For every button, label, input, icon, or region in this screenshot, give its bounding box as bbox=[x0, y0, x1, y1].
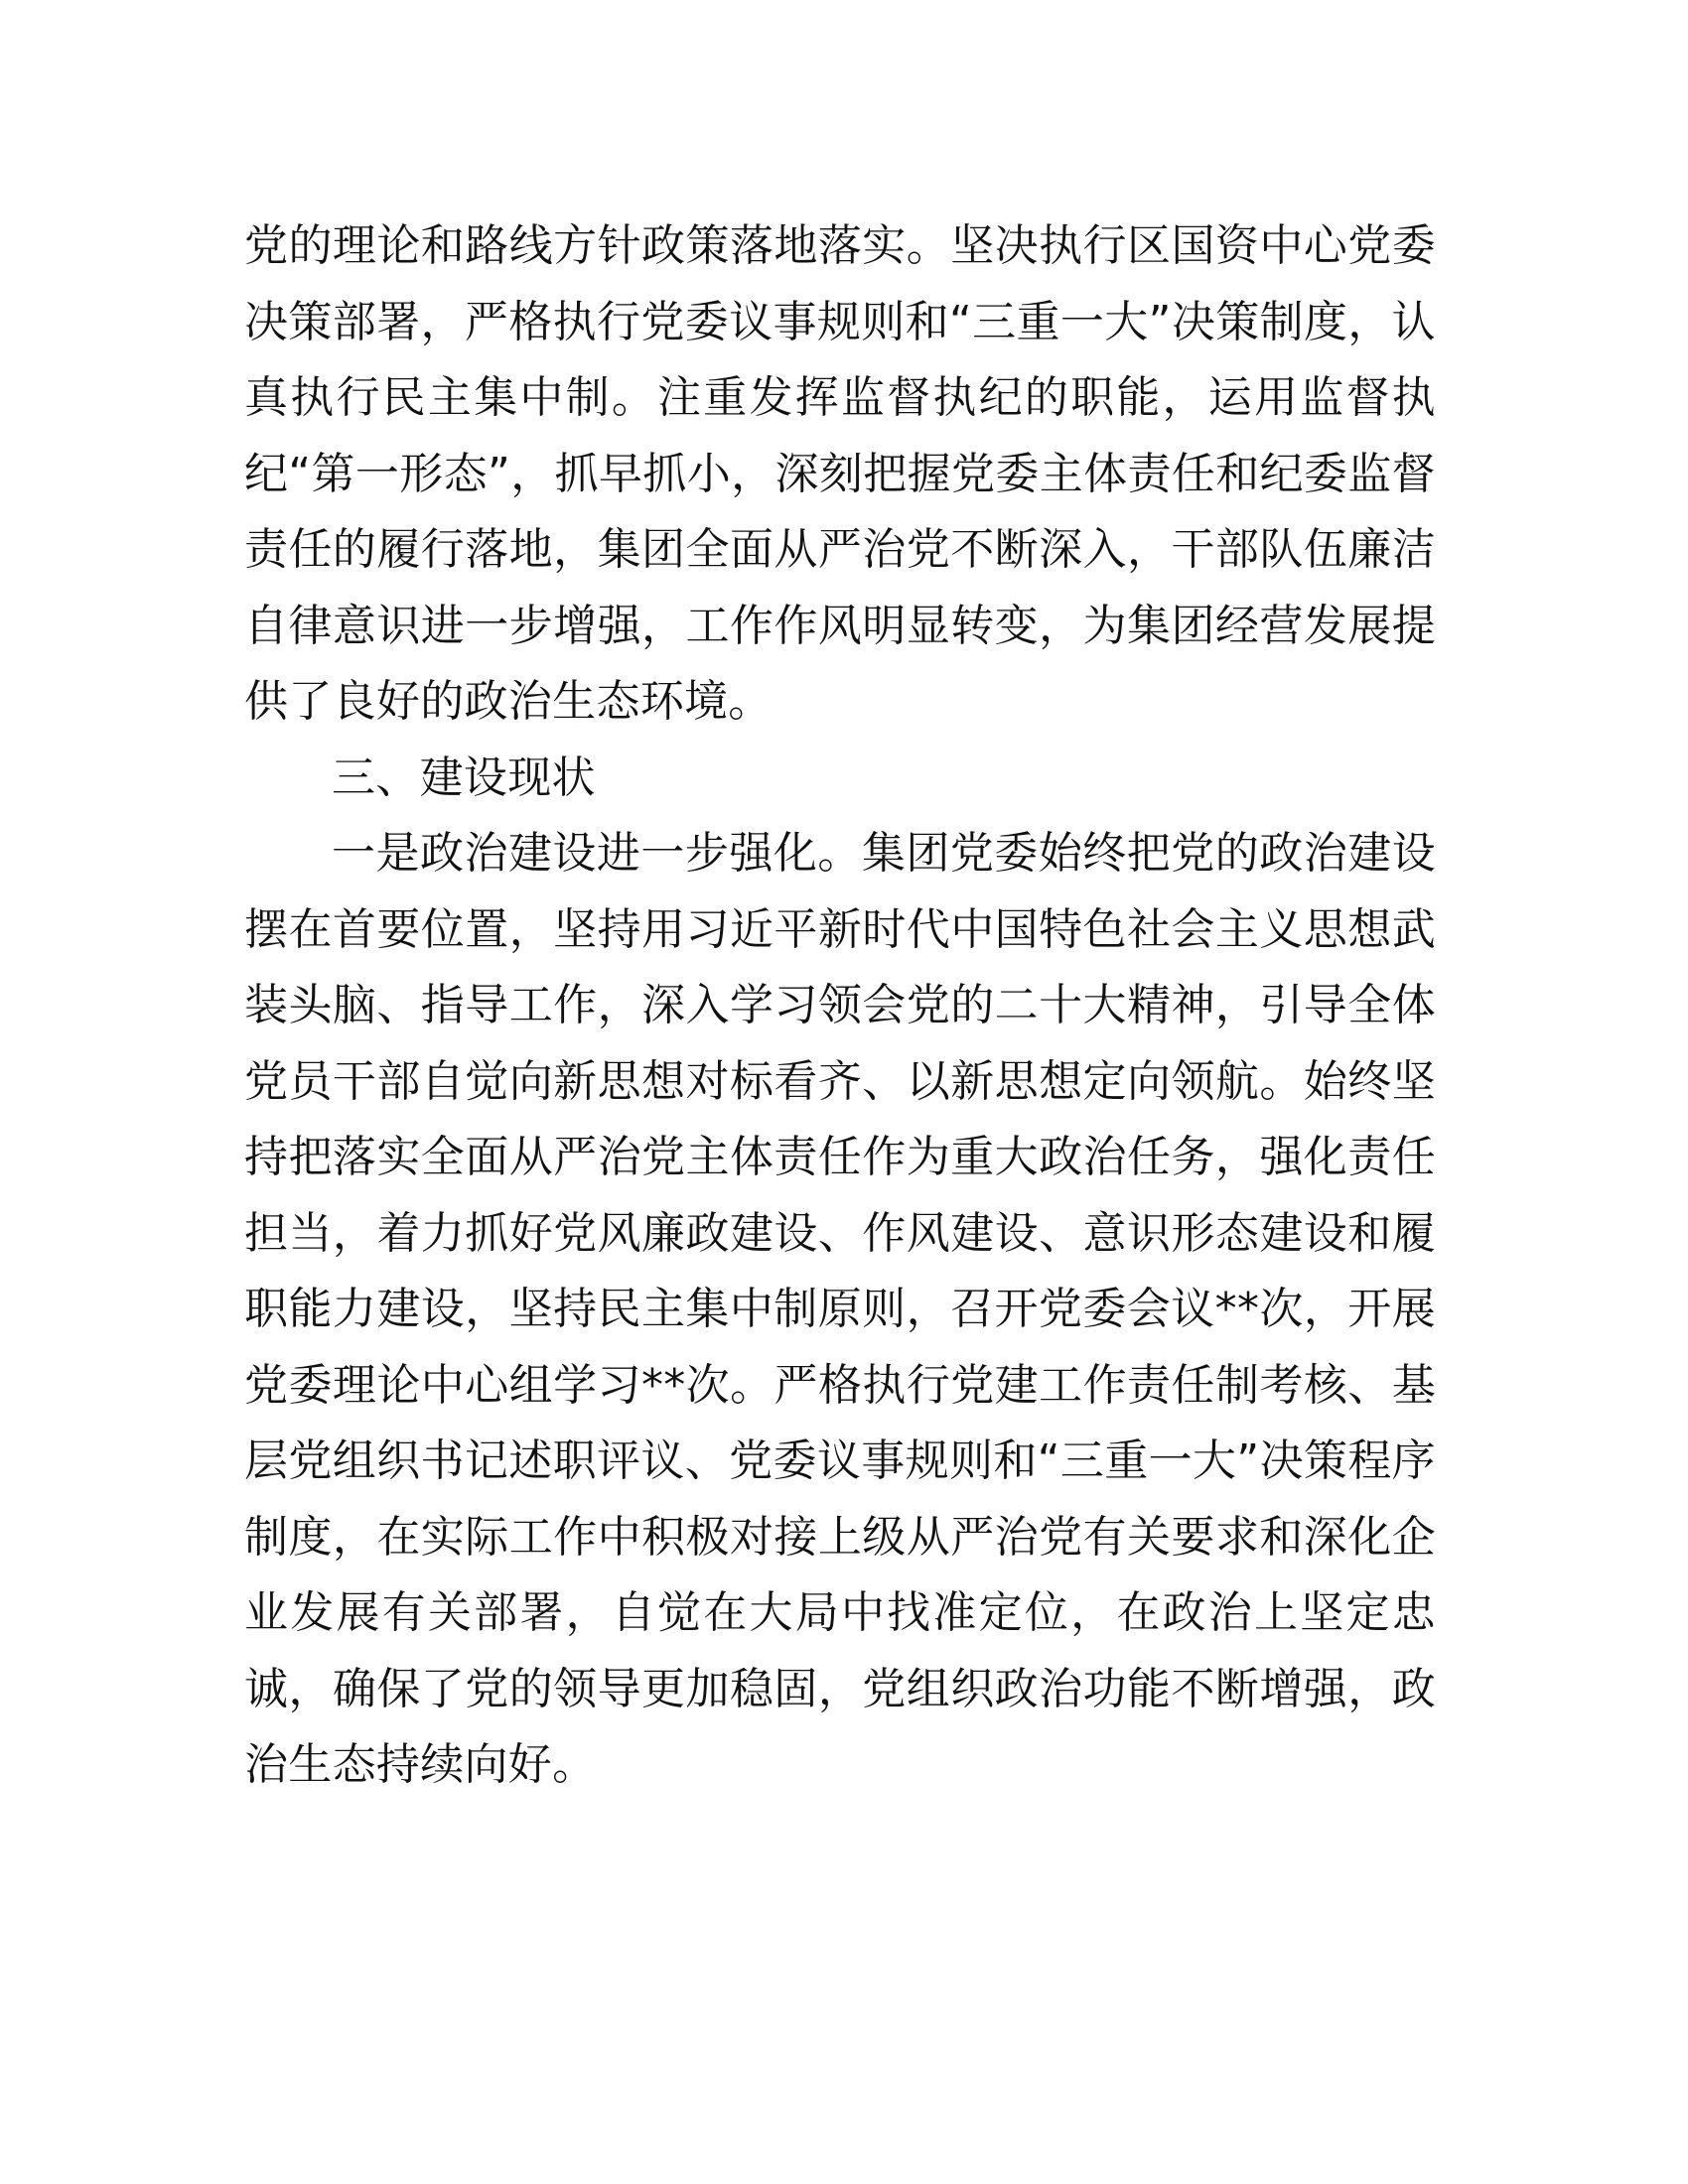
continued-paragraph: 党的理论和路线方针政策落地落实。坚决执行区国资中心党委决策部署，严格执行党委议事规则和“三重一大”决策制度，认真执行民主集中制。注重发挥监督执纪的职能，运用监督执纪“第一形态”，抓早抓小，深刻把握党委主体责任和纪委监督责任的履行落地，集团全面从严治党不断深入，干部队伍廉洁自律意识进一步增强，工作作风明显转变，为集团经营发展提供了良好的政治生态环境。 bbox=[244, 220, 1436, 727]
document-body bbox=[244, 208, 1436, 1804]
section-heading: 三、建设现状 bbox=[332, 751, 596, 803]
section-paragraph: 一是政治建设进一步强化。集团党委始终把党的政治建设摆在首要位置，坚持用习近平新时代中国特色社会主义思想武装头脑、指导工作，深入学习领会党的二十大精神，引导全体党员干部自觉向新思想对标看齐、以新思想定向领航。始终坚持把落实全面从严治党主体责任作为重大政治任务，强化责任担当，着力抓好党风廉政建设、作风建设、意识形态建设和履职能力建设，坚持民主集中制原则，召开党委会议**次，开展党委理论中心组学习**次。严格执行党建工作责任制考核、基层党组织书记述职评议、党委议事规则和“三重一大”决策程序制度，在实际工作中积极对接上级从严治党有关要求和深化企业发展有关部署，自觉在大局中找准定位，在政治上坚定忠诚，确保了党的领导更加稳固，党组织政治功能不断增强，政治生态持续向好。 bbox=[244, 828, 1436, 1790]
